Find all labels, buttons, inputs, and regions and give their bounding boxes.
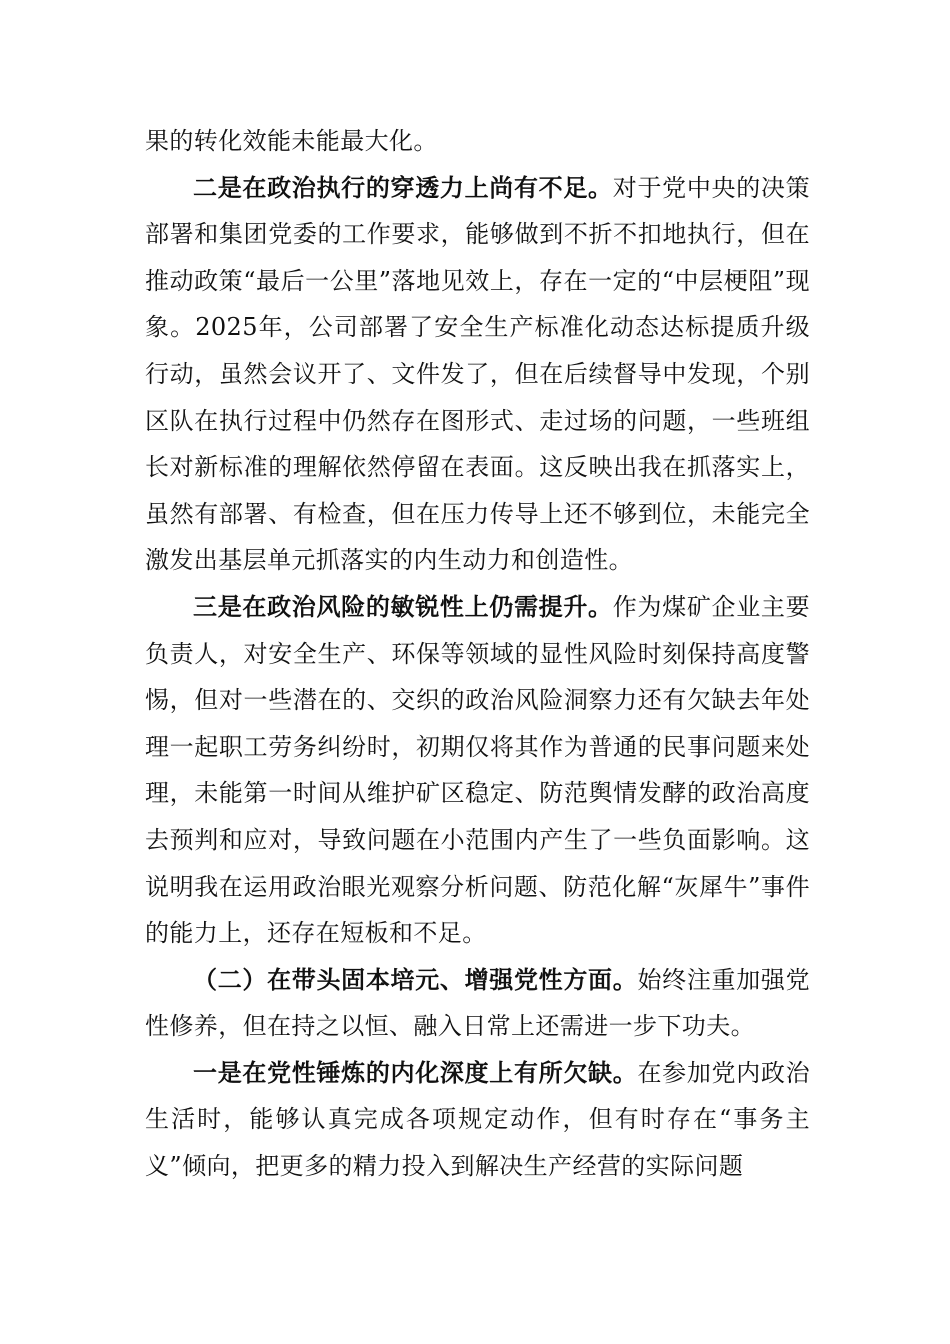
paragraph-section-two [145, 957, 810, 1050]
paragraph-party-spirit [145, 1050, 810, 1190]
paragraph-text: 在参加党内政治生活时，能够认真完成各项规定动作，但有时存在“事务主义”倾向，把更多的精力投入到解决生产经营的实际问题 [145, 1058, 810, 1181]
paragraph-political-execution [145, 165, 810, 584]
paragraph-text: 对于党中央的决策部署和集团党委的工作要求，能够做到不折不扣地执行，但在推动政策“最后一公里”落地见效上，存在一定的“中层梗阻”现象。2025年，公司部署了安全生产标准化动态达标提质升级行动，虽然会议开了、文件发了，但在后续督导中发现，个别区队在执行过程中仍然存在图形式、走过场的问题，一些班组长对新标准的理解依然停留在表面。这反映出我在抓落实上，虽然有部署、有检查，但在压力传导上还不够到位，未能完全激发出基层单元抓落实的内生动力和创造性。 [145, 173, 810, 575]
paragraph-text: 作为煤矿企业主要负责人，对安全生产、环保等领域的显性风险时刻保持高度警惕，但对一些潜在的、交织的政治风险洞察力还有欠缺去年处理一起职工劳务纠纷时，初期仅将其作为普通的民事问题来处理，未能第一时间从维护矿区稳定、防范舆情发酵的政治高度去预判和应对，导致问题在小范围内产生了一些负面影响。这说明我在运用政治眼光观察分析问题、防范化解“灰犀牛”事件的能力上，还存在短板和不足。 [145, 592, 810, 948]
paragraph-lead: （二）在带头固本培元、增强党性方面。 [193, 964, 638, 994]
document-body [145, 118, 810, 1190]
paragraph-lead: 二是在政治执行的穿透力上尚有不足。 [193, 172, 613, 202]
paragraph-text: 始终注重加强党性修养，但在持之以恒、融入日常上还需进一步下功夫。 [145, 965, 810, 1041]
paragraph-lead: 三是在政治风险的敏锐性上仍需提升。 [193, 591, 613, 621]
paragraph-lead: 一是在党性锤炼的内化深度上有所欠缺。 [193, 1057, 638, 1087]
paragraph-political-risk [145, 584, 810, 957]
paragraph-text: 果的转化效能未能最大化。 [145, 127, 438, 155]
paragraph-continuation [145, 118, 810, 165]
